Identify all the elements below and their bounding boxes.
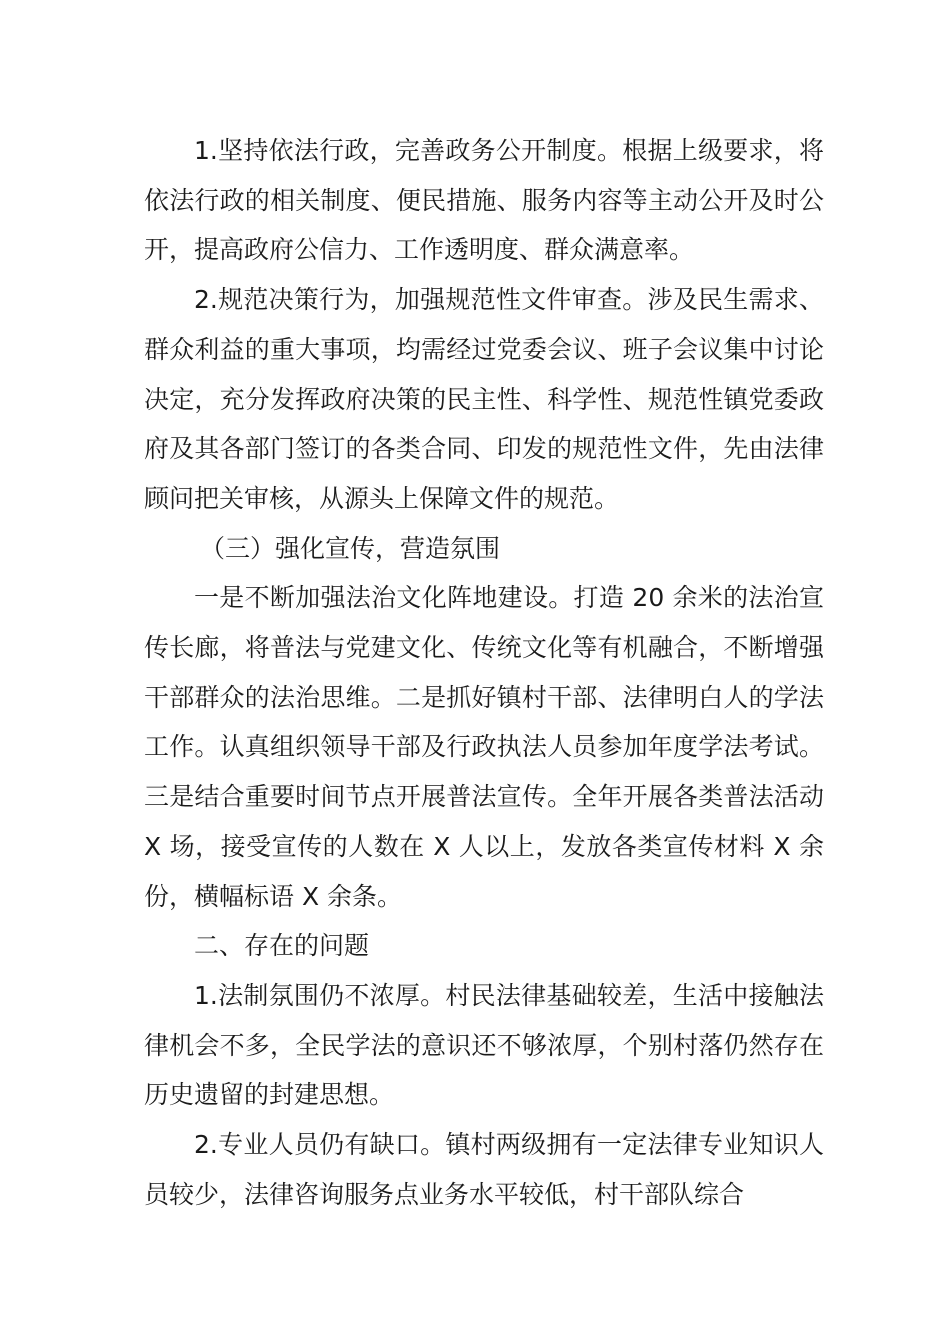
- paragraph-legal-atmosphere: 1.法制氛围仍不浓厚。村民法律基础较差，生活中接触法律机会不多，全民学法的意识还不够浓厚，个别村落仍然存在历史遗留的封建思想。: [144, 980, 824, 1110]
- section-heading-problems: 二、存在的问题: [194, 931, 370, 961]
- paragraph-publicity-details: 一是不断加强法治文化阵地建设。打造 20 余米的法治宣传长廊，将普法与党建文化、传统文化等有机融合，不断增强干部群众的法治思维。二是抓好镇村干部、法律明白人的学法工作。认真组织领导干部及行政执法人员参加年度学法考试。三是结合重要时间节点开展普法宣传。全年开展各类普法活动 X 场，接受宣传的人数在 X 人以上，发放各类宣传材料 X 余份，横幅标语 X 余条。: [144, 583, 824, 911]
- document-body: [144, 126, 824, 1219]
- paragraph-professional-staff: 2.专业人员仍有缺口。镇村两级拥有一定法律专业知识人员较少，法律咨询服务点业务水平较低，村干部队综合: [144, 1130, 824, 1209]
- paragraph-administration-by-law: 1.坚持依法行政，完善政务公开制度。根据上级要求，将依法行政的相关制度、便民措施、服务内容等主动公开及时公开，提高政府公信力、工作透明度、群众满意率。: [144, 136, 824, 265]
- section-heading-publicity: （三）强化宣传，营造氛围: [200, 533, 501, 563]
- paragraph-decision-standardization: 2.规范决策行为，加强规范性文件审查。涉及民生需求、群众利益的重大事项，均需经过党委会议、班子会议集中讨论决定，充分发挥政府决策的民主性、科学性、规范性镇党委政府及其各部门签订的各类合同、印发的规范性文件，先由法律顾问把关审核，从源头上保障文件的规范。: [144, 285, 824, 513]
